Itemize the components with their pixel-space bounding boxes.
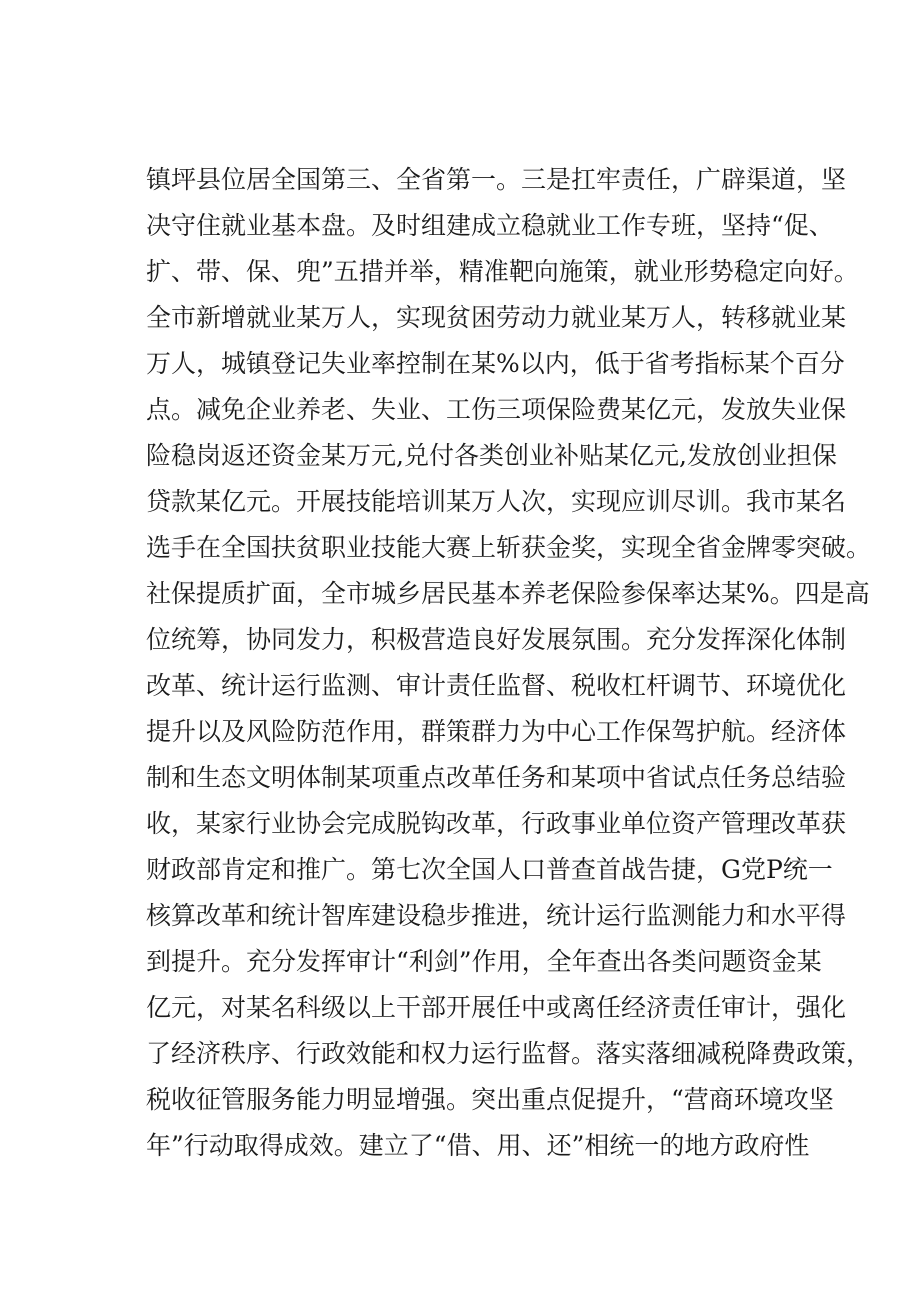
text-line: 改革、统计运行监测、审计责任监督、税收杠杆调节、环境优化 xyxy=(146,671,847,700)
text-line: 税收征管服务能力明显增强。突出重点促提升，“营商环境攻坚 xyxy=(146,1085,834,1114)
text-line: 险稳岗返还资金某万元,兑付各类创业补贴某亿元,发放创业担保 xyxy=(146,441,837,470)
text-line: 制和生态文明体制某项重点改革任务和某项中省试点任务总结验 xyxy=(146,763,847,792)
text-line: 收，某家行业协会完成脱钩改革，行政事业单位资产管理改革获 xyxy=(146,809,847,838)
text-line: 了经济秩序、行政效能和权力运行监督。落实落细减税降费政策， xyxy=(146,1039,872,1068)
text-line: 决守住就业基本盘。及时组建成立稳就业工作专班，坚持“促、 xyxy=(146,211,834,240)
text-line: 亿元，对某名科级以上干部开展任中或离任经济责任审计，强化 xyxy=(146,993,847,1022)
text-line: 位统筹，协同发力，积极营造良好发展氛围。充分发挥深化体制 xyxy=(146,625,847,654)
text-line: 核算改革和统计智库建设稳步推进，统计运行监测能力和水平得 xyxy=(146,901,847,930)
text-line: 提升以及风险防范作用，群策群力为中心工作保驾护航。经济体 xyxy=(146,717,847,746)
text-line: 扩、带、保、兜”五措并举，精准靶向施策，就业形势稳定向好。 xyxy=(146,257,859,286)
text-line: 财政部肯定和推广。第七次全国人口普查首战告捷，G党P统一 xyxy=(146,855,833,884)
text-line: 全市新增就业某万人，实现贫困劳动力就业某万人，转移就业某 xyxy=(146,303,847,332)
text-line: 贷款某亿元。开展技能培训某万人次，实现应训尽训。我市某名 xyxy=(146,487,847,516)
text-line: 选手在全国扶贫职业技能大赛上斩获金奖，实现全省金牌零突破。 xyxy=(146,533,872,562)
text-line: 到提升。充分发挥审计“利剑”作用，全年查出各类问题资金某 xyxy=(146,947,822,976)
text-line: 点。减免企业养老、失业、工伤三项保险费某亿元，发放失业保 xyxy=(146,395,847,424)
body-paragraph xyxy=(146,157,872,1169)
text-line: 年”行动取得成效。建立了“借、用、还”相统一的地方政府性 xyxy=(146,1131,810,1160)
text-line: 社保提质扩面，全市城乡居民基本养老保险参保率达某%。四是高 xyxy=(146,579,870,608)
text-line: 镇坪县位居全国第三、全省第一。三是扛牢责任，广辟渠道，坚 xyxy=(146,165,847,194)
text-line: 万人，城镇登记失业率控制在某%以内，低于省考指标某个百分 xyxy=(146,349,845,378)
